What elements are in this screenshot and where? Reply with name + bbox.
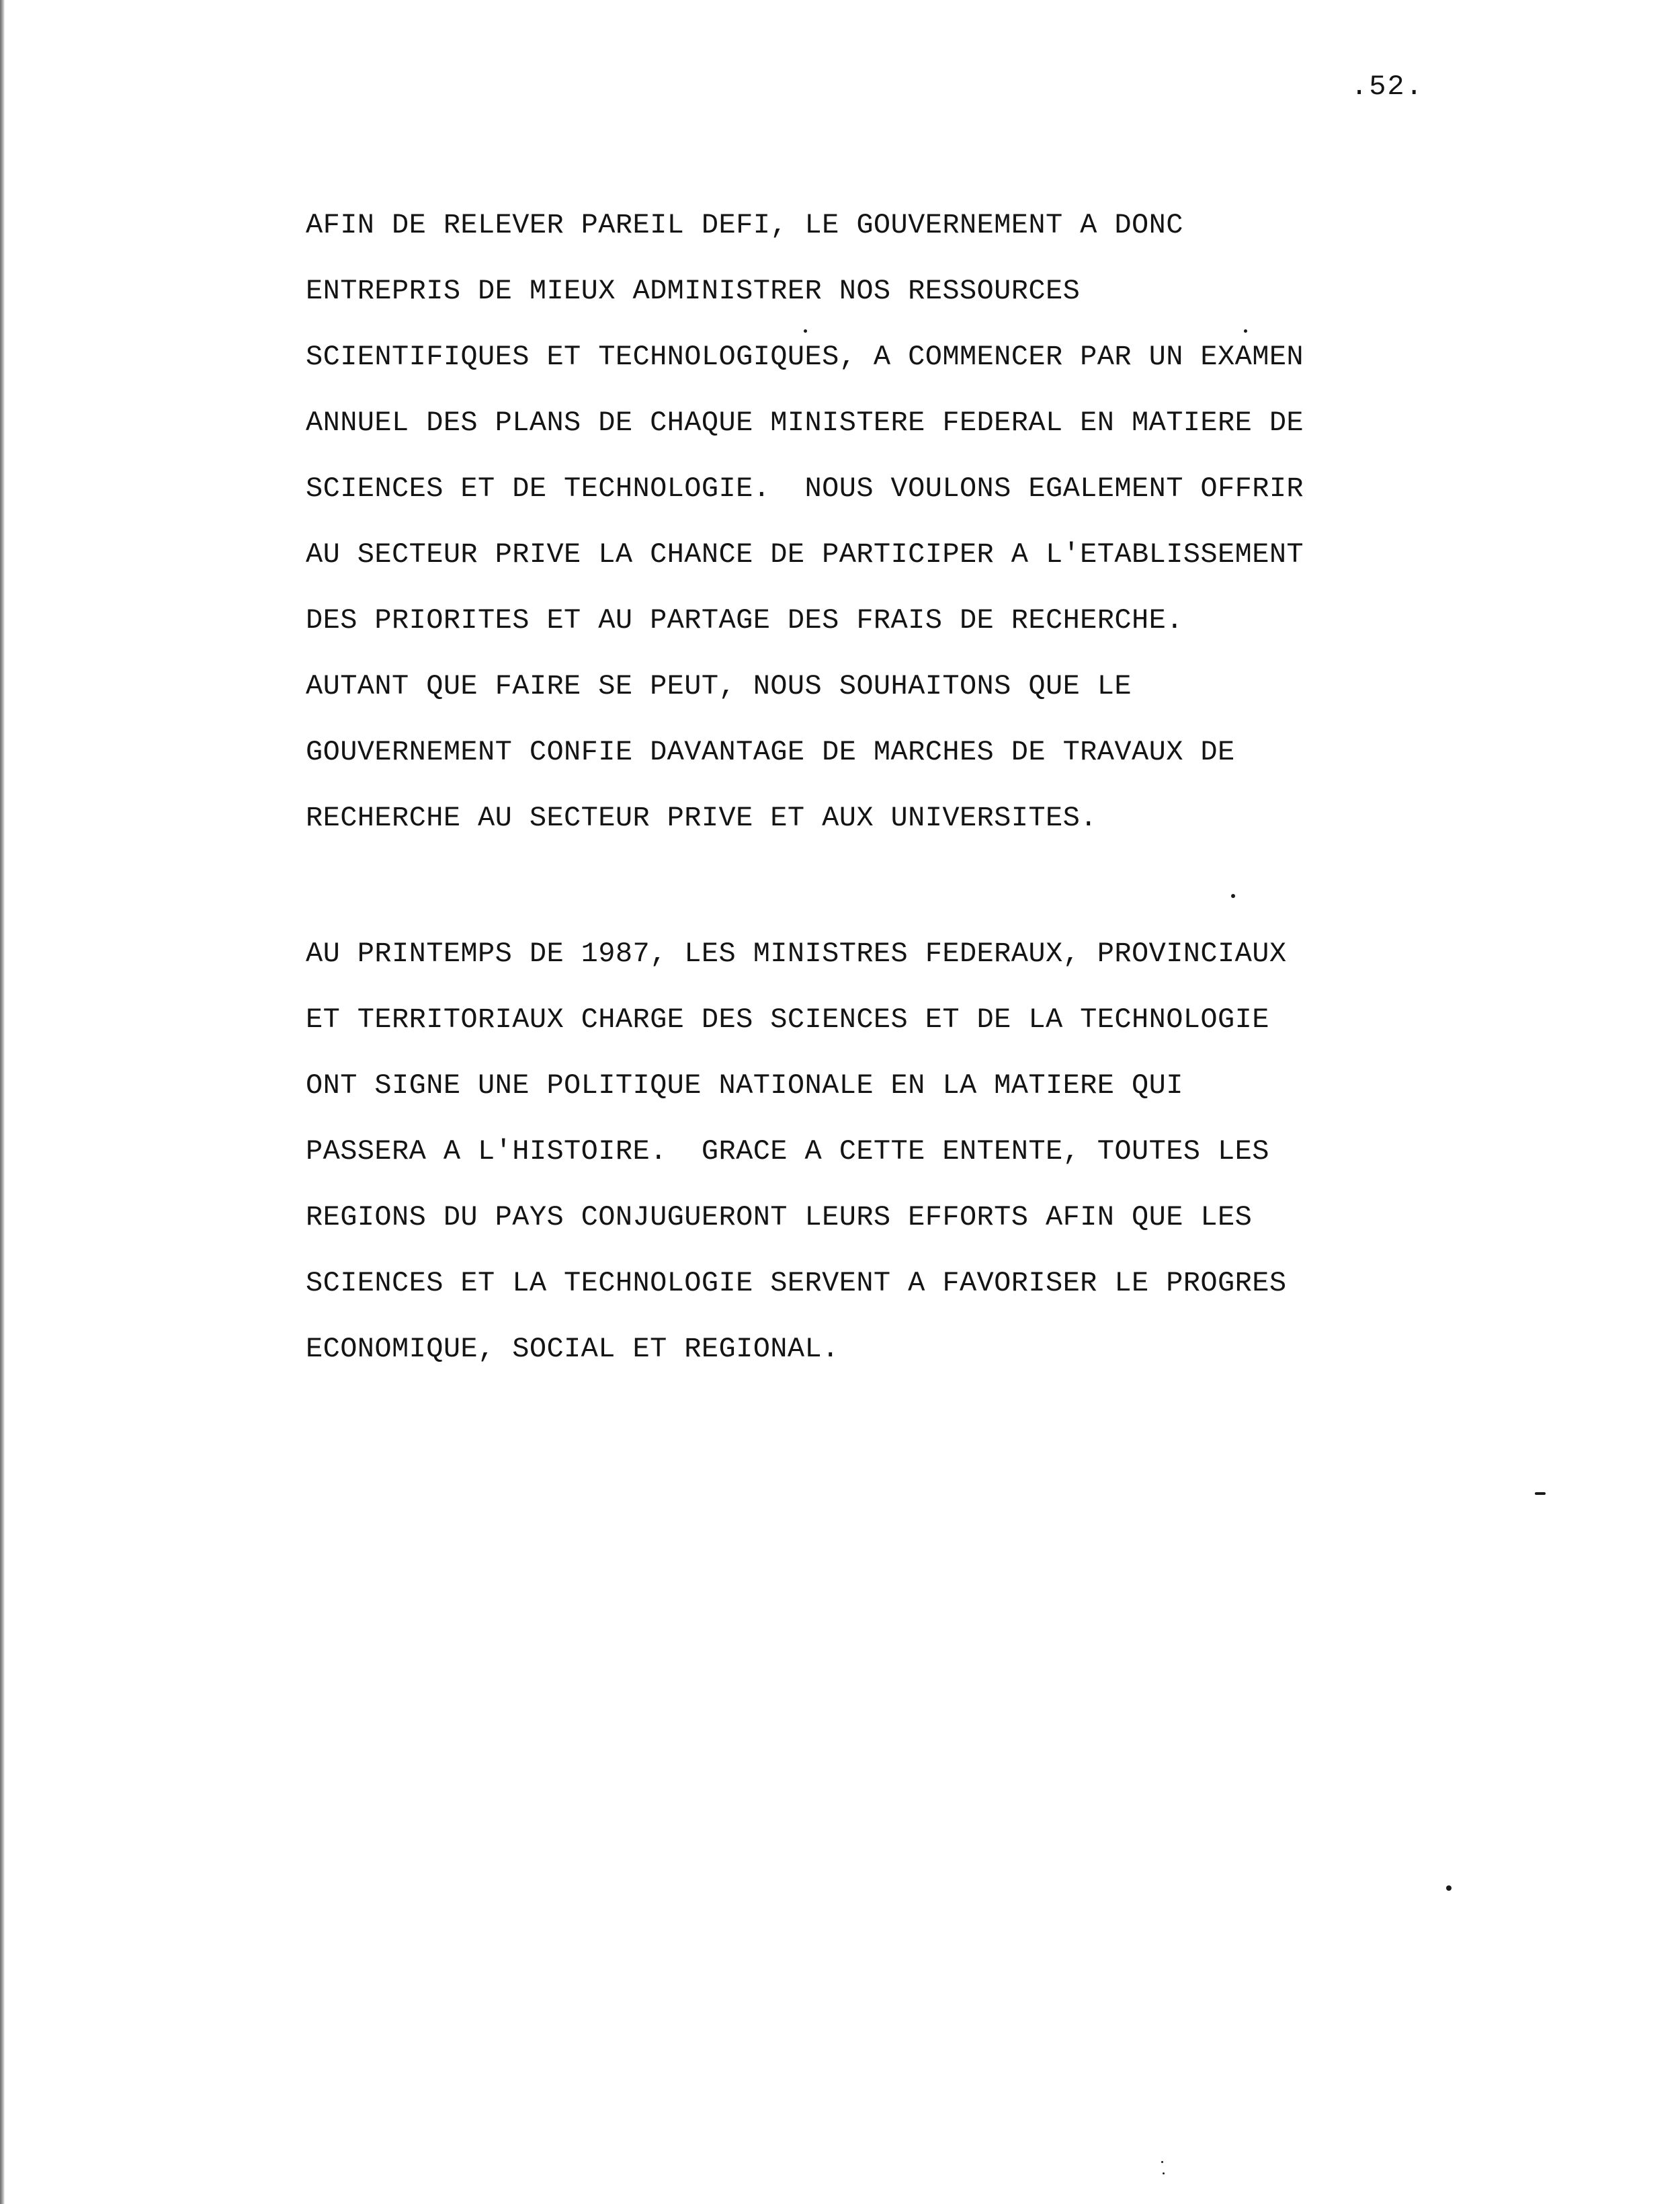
paragraph-1 [306, 192, 1515, 851]
text-line: ECONOMIQUE, SOCIAL ET REGIONAL. [306, 1333, 839, 1365]
scan-speck [1231, 894, 1235, 898]
text-line: SCIENTIFIQUES ET TECHNOLOGIQUES, A COMMENCER PAR UN EXAMEN [306, 341, 1304, 373]
text-line: DES PRIORITES ET AU PARTAGE DES FRAIS DE RECHERCHE. [306, 604, 1183, 637]
text-line: GOUVERNEMENT CONFIE DAVANTAGE DE MARCHES DE TRAVAUX DE [306, 736, 1235, 768]
scan-speck [1163, 2172, 1165, 2174]
page-number: .52. [1351, 71, 1424, 103]
scan-speck [1161, 2161, 1163, 2163]
text-line: AFIN DE RELEVER PAREIL DEFI, LE GOUVERNEMENT A DONC [306, 209, 1183, 241]
scan-speck [804, 329, 807, 333]
text-line: AU SECTEUR PRIVE LA CHANCE DE PARTICIPER A L'ETABLISSEMENT [306, 538, 1304, 571]
text-line: AU PRINTEMPS DE 1987, LES MINISTRES FEDERAUX, PROVINCIAUX [306, 938, 1287, 970]
text-line: SCIENCES ET DE TECHNOLOGIE. NOUS VOULONS EGALEMENT OFFRIR [306, 473, 1304, 505]
scan-speck [1244, 329, 1247, 333]
text-line: ONT SIGNE UNE POLITIQUE NATIONALE EN LA MATIERE QUI [306, 1069, 1183, 1102]
scan-speck [1446, 1885, 1452, 1891]
text-line: ANNUEL DES PLANS DE CHAQUE MINISTERE FEDERAL EN MATIERE DE [306, 407, 1304, 439]
text-line: SCIENCES ET LA TECHNOLOGIE SERVENT A FAVORISER LE PROGRES [306, 1267, 1287, 1299]
text-line: PASSERA A L'HISTOIRE. GRACE A CETTE ENTENTE, TOUTES LES [306, 1135, 1269, 1168]
text-line: ENTREPRIS DE MIEUX ADMINISTRER NOS RESSOURCES [306, 275, 1081, 307]
paragraph-2 [306, 921, 1515, 1382]
text-line: AUTANT QUE FAIRE SE PEUT, NOUS SOUHAITONS QUE LE [306, 670, 1132, 702]
scan-edge-shadow [0, 0, 5, 2204]
text-line: ET TERRITORIAUX CHARGE DES SCIENCES ET DE LA TECHNOLOGIE [306, 1004, 1269, 1036]
text-line: RECHERCHE AU SECTEUR PRIVE ET AUX UNIVERSITES. [306, 802, 1097, 834]
scan-speck [1535, 1492, 1546, 1495]
text-line: REGIONS DU PAYS CONJUGUERONT LEURS EFFORTS AFIN QUE LES [306, 1201, 1253, 1233]
